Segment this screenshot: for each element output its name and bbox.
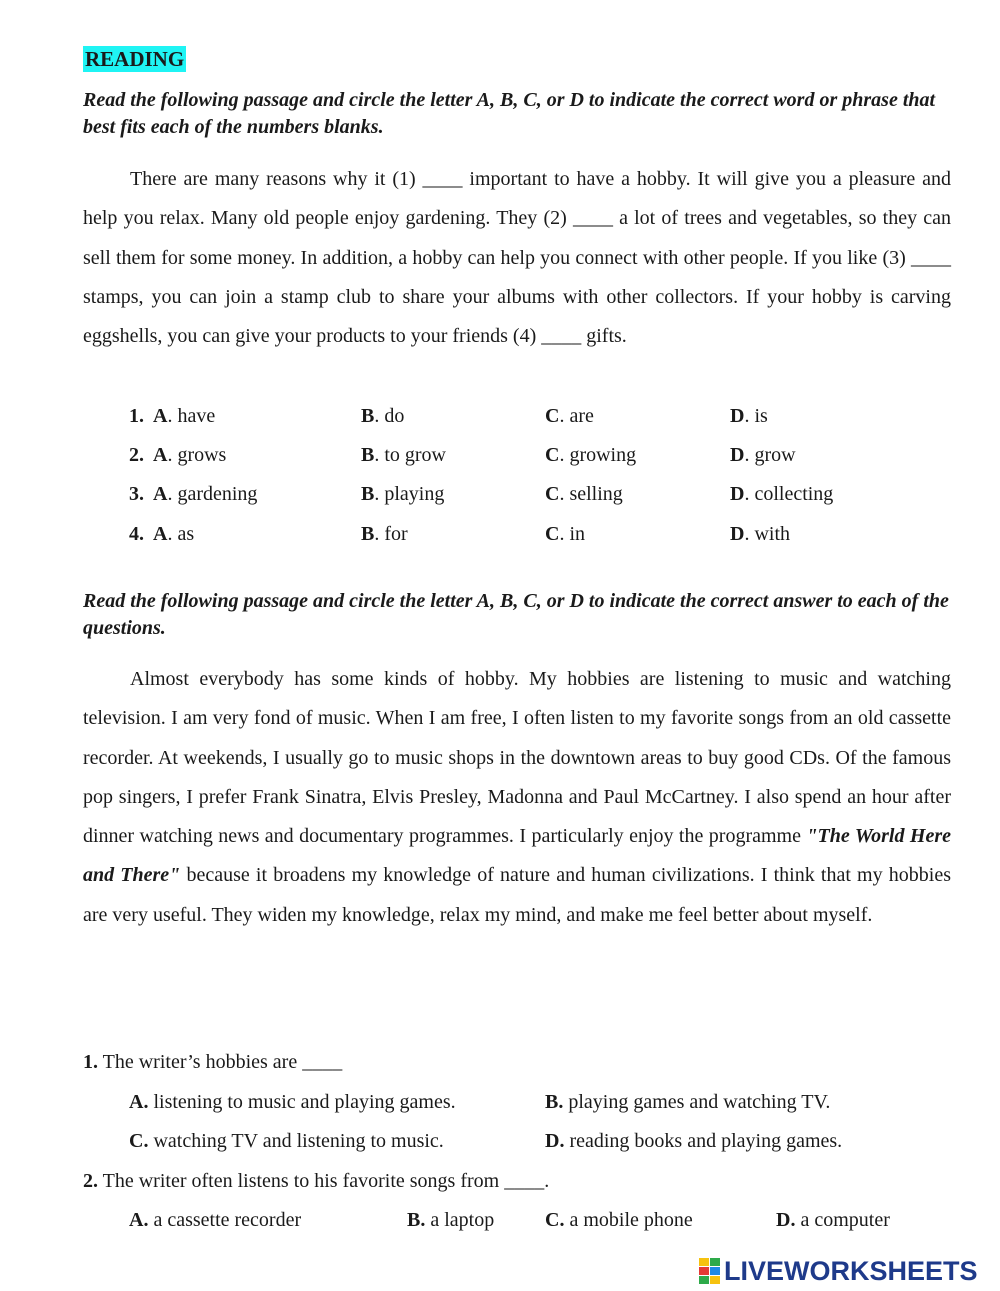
option-d[interactable]: D. grow <box>730 444 796 466</box>
passage-2: Almost everybody has some kinds of hobby. My hobbies are listening to music and watching television. I am very fond of music. When I am free, I often listen to my favorite songs from an old cassette recorder. At weekends, I usually go to music shops in the downtown areas to buy good CDs. Of the famous pop singers, I prefer Frank Sinatra, Elvis Presley, Madonna and Paul McCartney. I also spend an hour after dinner watching news and documentary programmes. I particularly enjoy the programme "The World Here and There" because it broadens my knowledge of nature and human civilizations. I think that my hobbies are very useful. They widen my knowledge, relax my mind, and make me feel better about myself. <box>83 668 951 926</box>
option-d[interactable]: D. with <box>730 523 791 545</box>
question-number: 3. <box>129 483 144 505</box>
question-1-row <box>129 404 768 428</box>
question-number: 4. <box>129 523 144 545</box>
option-c[interactable]: C. growing <box>545 444 637 466</box>
question-3-row <box>129 482 834 506</box>
question-2-2-option-a[interactable]: A. a cassette recorder <box>129 1209 302 1231</box>
question-2-2-stem: 2. The writer often listens to his favorite songs from ____. <box>83 1170 550 1192</box>
section-heading: READING <box>85 47 185 71</box>
question-4-row <box>129 522 791 546</box>
instruction-1: Read the following passage and circle the letter A, B, C, or D to indicate the correct word or phrase that best fits each of the numbers blanks. <box>83 89 936 138</box>
question-2-2-option-d[interactable]: D. a computer <box>776 1209 890 1231</box>
passage-1: There are many reasons why it (1) ____ important to have a hobby. It will give you a pleasure and help you relax. Many old people enjoy gardening. They (2) ____ a lot of trees and vegetables, so they can sell them for some money. In addition, a hobby can help you connect with other people. If you like (3) ____ stamps, you can join a stamp club to share your albums with other collectors. If your hobby is carving eggshells, you can give your products to your friends (4) ____ gifts. <box>83 168 951 348</box>
question-2-1-stem: 1. The writer’s hobbies are ____ <box>83 1051 343 1073</box>
blocks-logo-icon <box>699 1258 721 1284</box>
question-2-1-option-d[interactable]: D. reading books and playing games. <box>545 1130 843 1152</box>
question-2-2-option-b[interactable]: B. a laptop <box>407 1209 495 1231</box>
option-a[interactable]: A. as <box>153 523 195 545</box>
instruction-2: Read the following passage and circle the letter A, B, C, or D to indicate the correct answer to each of the questions. <box>83 590 949 639</box>
option-d[interactable]: D. collecting <box>730 483 834 505</box>
option-c[interactable]: C. are <box>545 405 594 427</box>
question-2-1-option-c[interactable]: C. watching TV and listening to music. <box>129 1130 444 1152</box>
question-number: 2. <box>129 444 144 466</box>
option-c[interactable]: C. selling <box>545 483 623 505</box>
liveworksheets-logo <box>699 1256 978 1286</box>
option-a[interactable]: A. have <box>153 405 216 427</box>
option-b[interactable]: B. for <box>361 523 408 545</box>
option-d[interactable]: D. is <box>730 405 768 427</box>
question-2-1-option-a[interactable]: A. listening to music and playing games. <box>129 1091 456 1113</box>
programme-title: "The World Here and There" <box>83 825 951 887</box>
option-a[interactable]: A. gardening <box>153 483 258 505</box>
question-2-1-option-b[interactable]: B. playing games and watching TV. <box>545 1091 831 1113</box>
logo-text: LIVEWORKSHEETS <box>724 1255 978 1286</box>
option-b[interactable]: B. to grow <box>361 444 447 466</box>
question-2-2-option-c[interactable]: C. a mobile phone <box>545 1209 693 1231</box>
option-b[interactable]: B. do <box>361 405 405 427</box>
question-number: 1. <box>129 405 144 427</box>
option-c[interactable]: C. in <box>545 523 586 545</box>
option-b[interactable]: B. playing <box>361 483 445 505</box>
option-a[interactable]: A. grows <box>153 444 227 466</box>
question-2-row <box>129 443 796 467</box>
